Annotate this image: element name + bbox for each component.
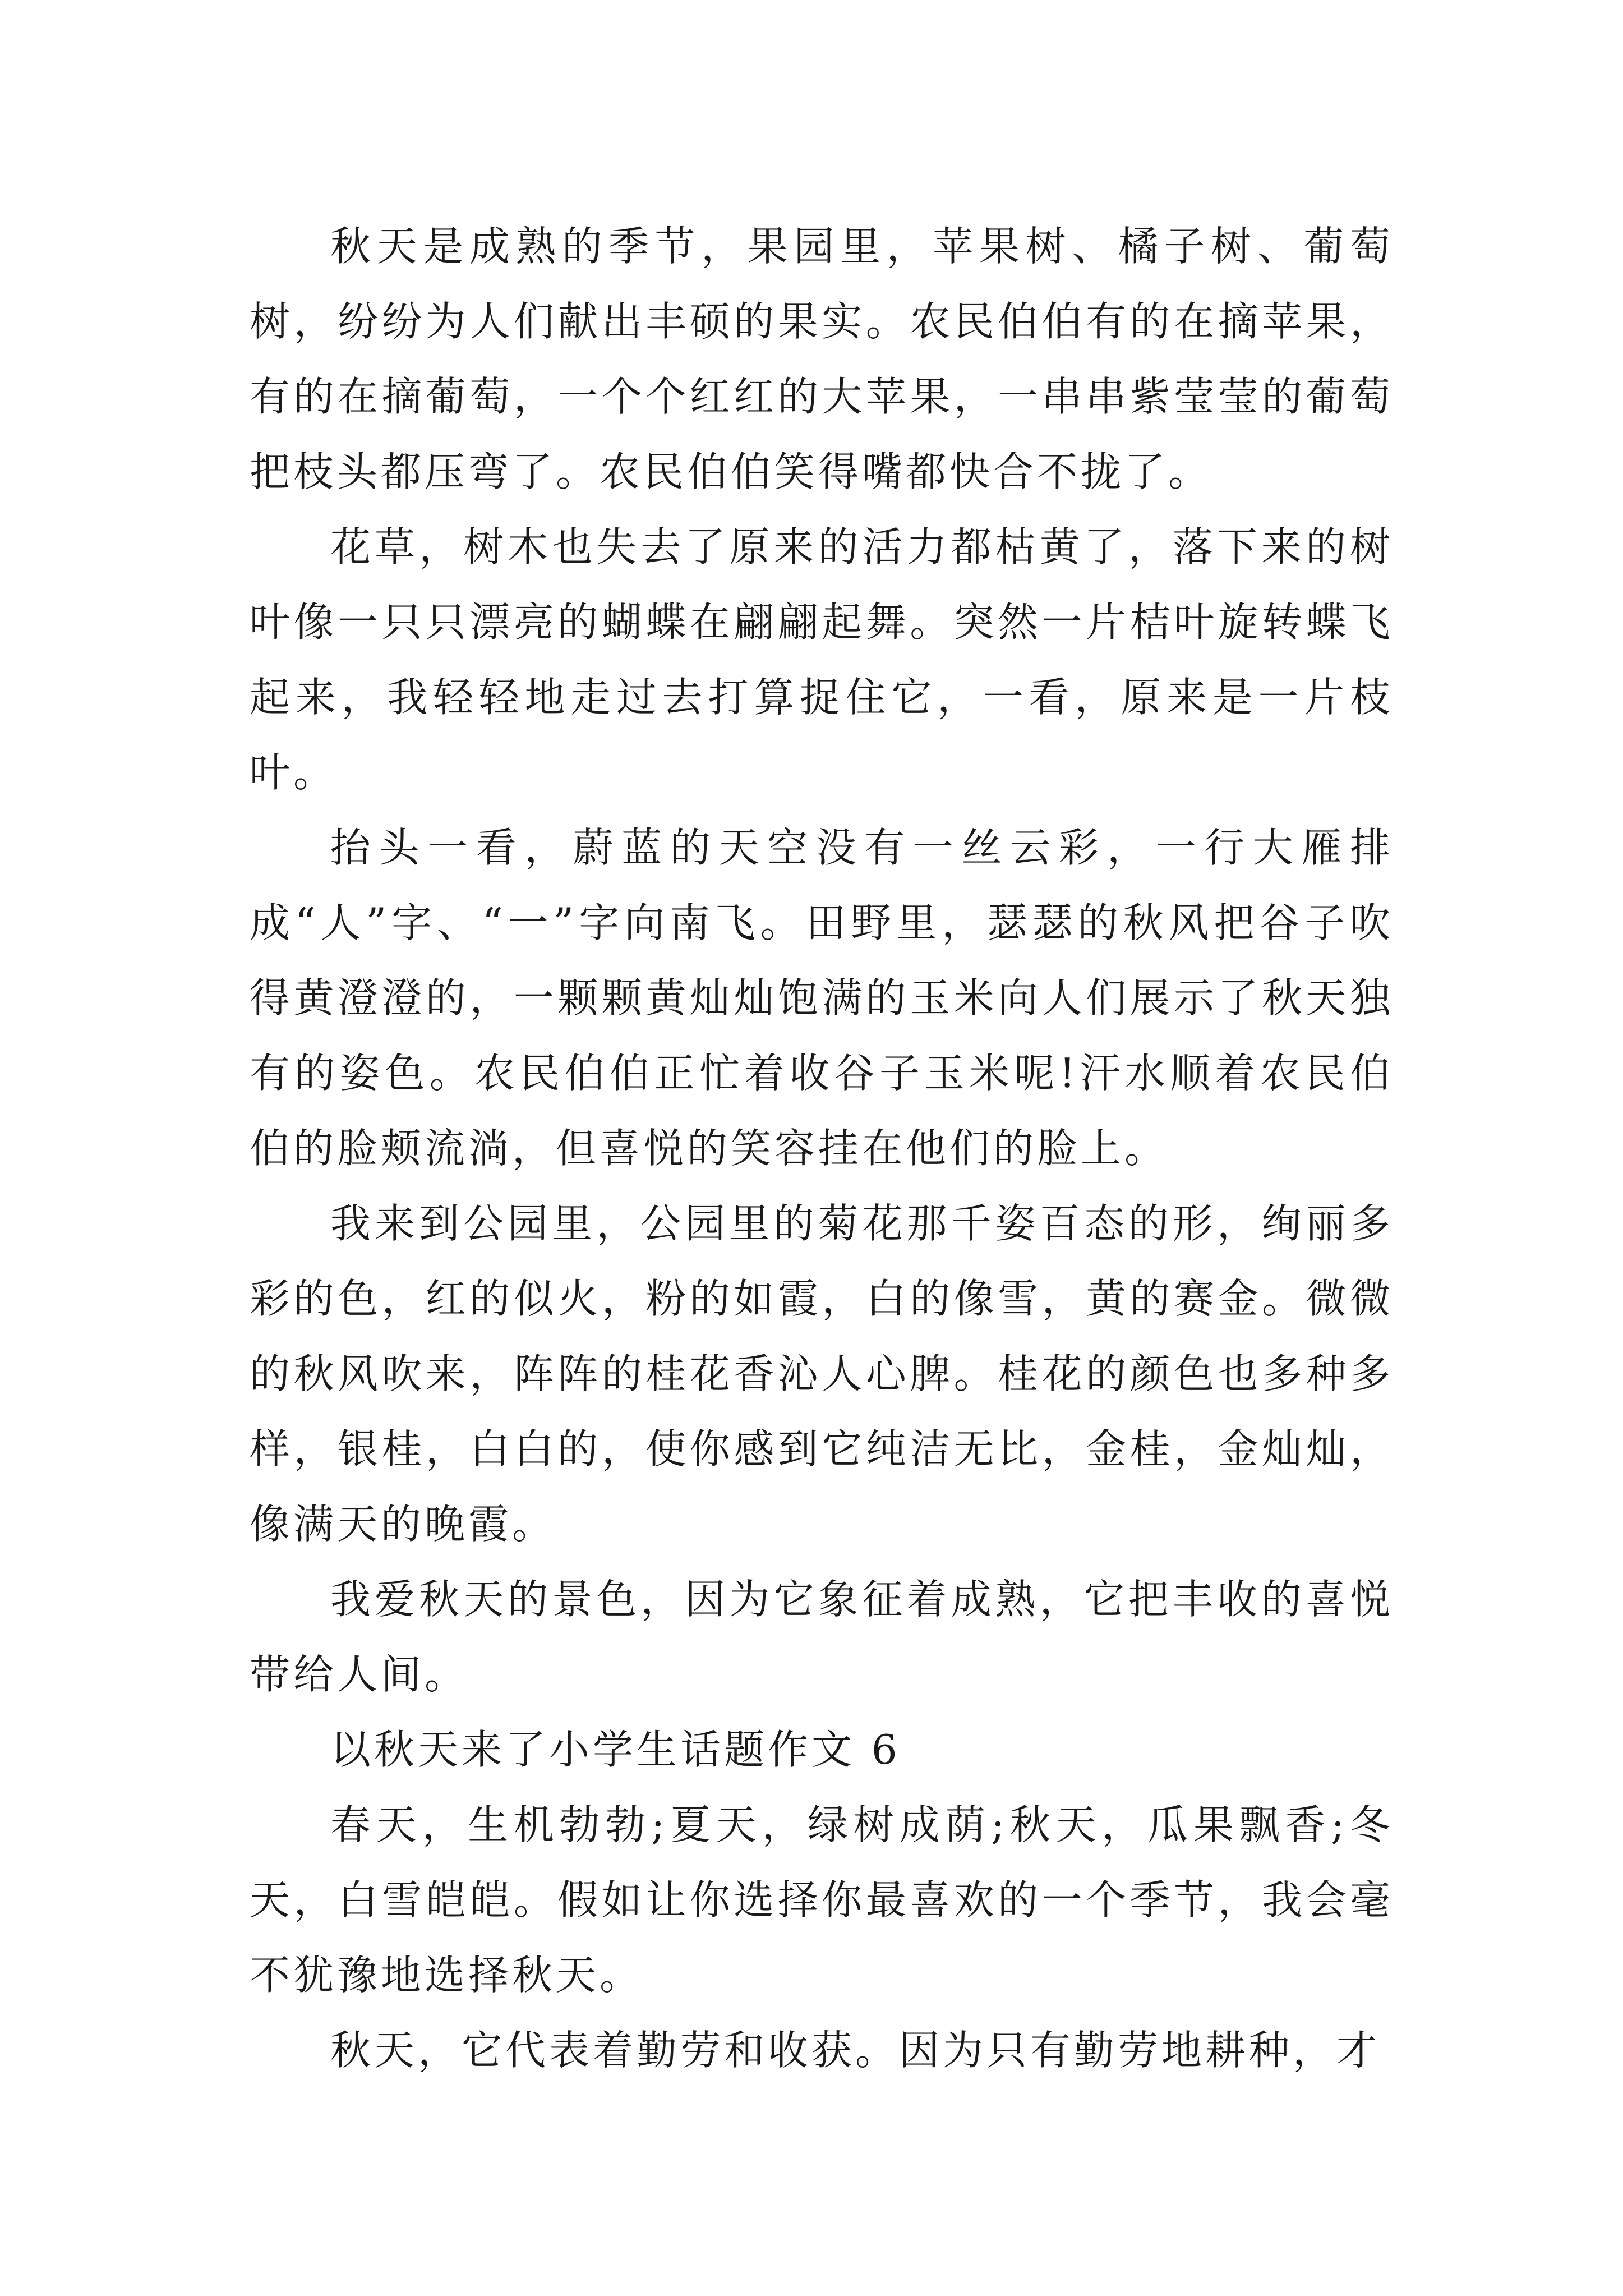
paragraph-fields: 抬头一看，蔚蓝的天空没有一丝云彩，一行大雁排成“人”字、“一”字向南飞。田野里，瑟瑟的秋风把谷子吹得黄澄澄的，一颗颗黄灿灿饱满的玉米向人们展示了秋天独有的姿色。农民伯伯正忙着收谷子玉米呢!汗水顺着农民伯伯的脸颊流淌，但喜悦的笑容挂在他们的脸上。 [250, 824, 1394, 1172]
paragraph-park: 我来到公园里，公园里的菊花那千姿百态的形，绚丽多彩的色，红的似火，粉的如霞，白的像雪，黄的赛金。微微的秋风吹来，阵阵的桂花香沁人心脾。桂花的颜色也多种多样，银桂，白白的，使你感到它纯洁无比，金桂，金灿灿，像满天的晚霞。 [250, 1200, 1394, 1548]
paragraph-seasons: 春天，生机勃勃;夏天，绿树成荫;秋天，瓜果飘香;冬天，白雪皑皑。假如让你选择你最喜欢的一个季节，我会毫不犹豫地选择秋天。 [250, 1801, 1394, 1999]
document-body [250, 209, 1394, 2088]
paragraph-autumn-diligence: 秋天，它代表着勤劳和收获。因为只有勤劳地耕种，才 [330, 2027, 1381, 2074]
essay-heading: 以秋天来了小学生话题作文 6 [330, 1726, 901, 1773]
paragraph-orchard: 秋天是成熟的季节，果园里，苹果树、橘子树、葡萄树，纷纷为人们献出丰硕的果实。农民伯伯有的在摘苹果，有的在摘葡萄，一个个红红的大苹果，一串串紫莹莹的葡萄把枝头都压弯了。农民伯伯笑得嘴都快合不拢了。 [250, 223, 1394, 495]
paragraph-conclusion: 我爱秋天的景色，因为它象征着成熟，它把丰收的喜悦带给人间。 [250, 1576, 1394, 1698]
paragraph-leaves: 花草，树木也失去了原来的活力都枯黄了，落下来的树叶像一只只漂亮的蝴蝶在翩翩起舞。突然一片桔叶旋转蝶飞起来，我轻轻地走过去打算捉住它，一看，原来是一片枝叶。 [250, 523, 1394, 796]
